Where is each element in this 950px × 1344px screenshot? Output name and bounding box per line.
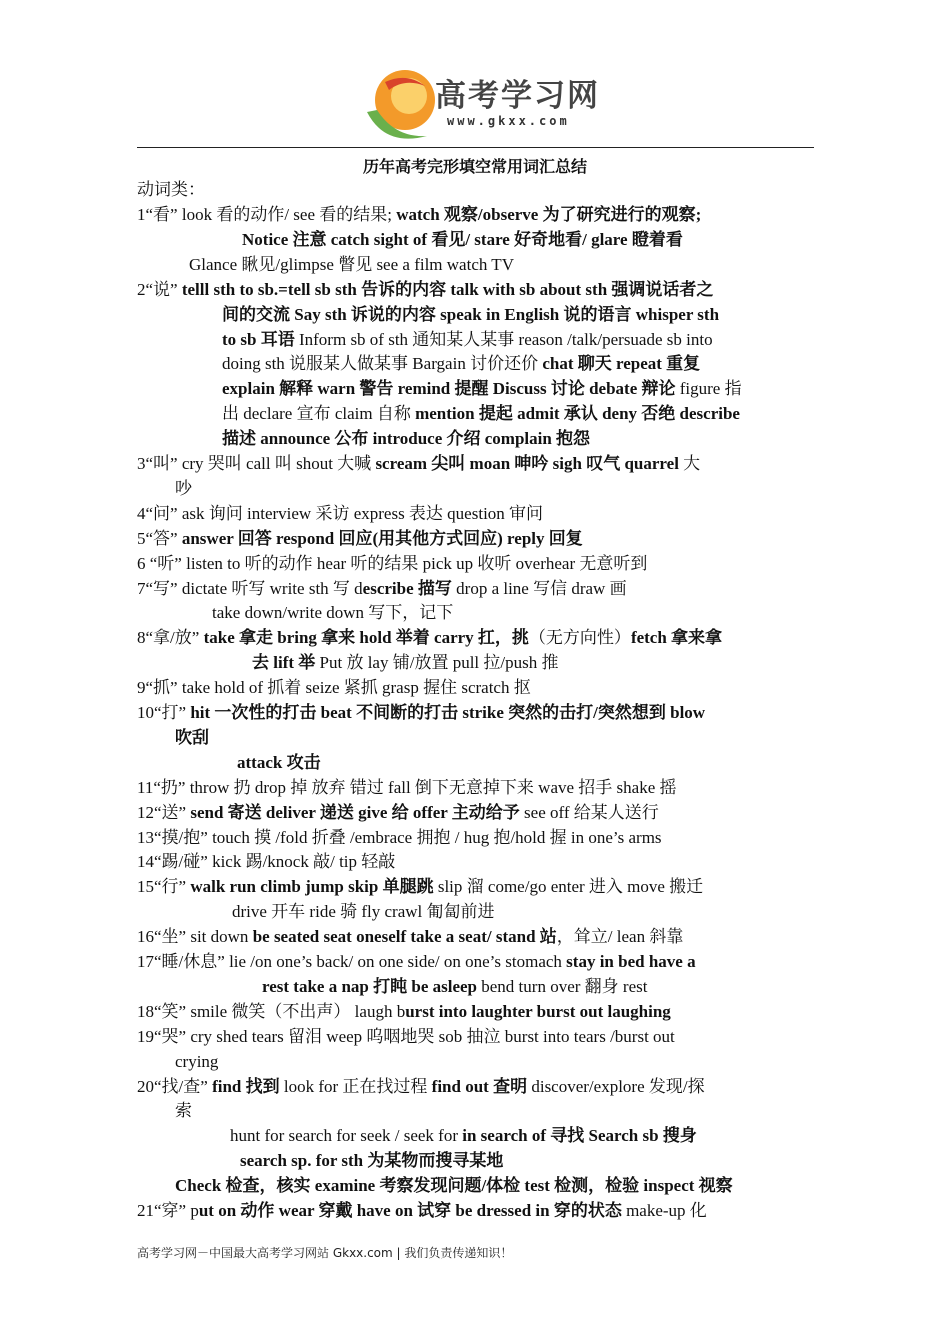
vocab-text: ut on 动作 wear 穿戴 have on 试穿 be dressed in 穿的状态 (198, 1201, 622, 1220)
vocab-line (137, 452, 700, 476)
vocab-text: 15“行” (137, 877, 191, 897)
vocab-line (137, 676, 531, 700)
vocab-text: search sp. for sth 为某物而搜寻某地 (240, 1151, 504, 1171)
vocab-text: 14“踢/碰” kick 踢/knock 敲/ tip 轻敲 (137, 852, 396, 872)
vocab-line (137, 701, 705, 725)
vocab-text: rest take a nap 打盹 be asleep (262, 976, 478, 996)
vocab-text: 6 “听” listen to 听的动作 hear 听的结果 pick up 收听 overhear 无意听到 (137, 553, 648, 573)
vocab-text: fetch 拿来拿 (630, 628, 723, 648)
vocab-line (212, 601, 453, 625)
vocab-text: 2“说” (137, 279, 182, 299)
vocab-text: Glance 瞅见/glimpse 瞥见 see a film watch TV (189, 254, 514, 274)
vocab-line (137, 1025, 675, 1049)
vocab-line (175, 477, 192, 501)
vocab-text: take 拿走 bring 拿来 hold 举着 carry 扛，挑 (203, 628, 529, 648)
vocab-line (137, 850, 395, 874)
vocab-text: 5“答” (137, 528, 182, 548)
vocab-text: 16“坐” sit down (137, 927, 253, 947)
vocab-line (232, 900, 495, 924)
vocab-text: drop a line 写信 draw 画 (451, 578, 627, 598)
vocab-text: see off 给某人送行 (519, 802, 659, 822)
vocab-text: Check 检查，核实 examine 考察发现问题/体检 test 检测，检验 inspect 视察 (175, 1176, 733, 1196)
vocab-text: look for 正在找过程 (279, 1076, 432, 1096)
vocab-text: 大 (678, 454, 701, 473)
vocab-line (222, 328, 713, 352)
vocab-text: be seated seat oneself take a seat/ stand 站 (252, 927, 557, 947)
vocab-text: 4“问” ask 询问 interview 采访 express 表达 question 审问 (137, 503, 544, 523)
vocab-line (222, 427, 590, 451)
vocab-text: answer 回答 respond 回应(用其他方式回应) reply 回复 (181, 528, 583, 548)
vocab-text: 19“哭” cry shed tears 留泪 weep 呜咽地哭 sob 抽泣 burst into tears /burst out (137, 1026, 675, 1046)
vocab-text: 描述 announce 公布 introduce 介绍 complain 抱怨 (222, 429, 591, 449)
vocab-text: urst into laughter burst out laughing (405, 1001, 671, 1021)
vocab-line (175, 1050, 218, 1074)
vocab-line (137, 776, 677, 800)
vocab-line (137, 875, 703, 899)
vocab-line (230, 1124, 697, 1148)
vocab-text: attack 攻击 (237, 752, 321, 772)
vocab-line (137, 577, 627, 601)
vocab-line (222, 303, 719, 327)
vocab-text: to sb 耳语 (222, 329, 295, 349)
vocab-text: 吹刮 (175, 727, 209, 747)
brand-logo (355, 52, 605, 152)
vocab-text: 18“笑” smile 微笑（不出声） laugh b (137, 1001, 406, 1021)
page-title: 历年高考完形填空常用词汇总结 (362, 157, 587, 176)
header-divider (137, 147, 814, 148)
vocab-text: Put 放 lay 铺/放置 pull 拉/push 推 (315, 653, 559, 673)
vocab-text: 去 lift 举 (252, 653, 316, 673)
vocab-line (240, 1149, 503, 1173)
vocab-text: chat 聊天 repeat 重复 (542, 354, 701, 374)
vocab-text: doing sth 说服某人做某事 Bargain 讨价还价 (222, 354, 543, 374)
vocab-line (137, 502, 543, 526)
vocab-line (189, 253, 514, 277)
vocab-text: 20“找/查” (137, 1076, 213, 1096)
vocab-text: 1“看” look 看的动作/ see 看的结果; (137, 205, 397, 224)
vocab-line (137, 527, 583, 551)
vocab-text: hit 一次性的打击 beat 不间断的打击 strike 突然的击打/突然想到 blow (190, 703, 706, 722)
vocab-text: 9“抓” take hold of 抓着 seize 紧抓 grasp 握住 scratch 抠 (137, 678, 531, 698)
vocab-text: 21“穿” p (137, 1201, 199, 1220)
vocab-text: crying (175, 1051, 219, 1071)
vocab-text: telll sth to sb.=tell sb sth 告诉的内容 talk with sb about sth 强调说话者之 (181, 279, 714, 299)
brand-name: 高考学习网 (435, 78, 600, 114)
vocab-line (222, 377, 742, 401)
vocab-text: 13“摸/抱” touch 摸 /fold 折叠 /embrace 拥抱 / hug 抱/hold 握 in one’s arms (137, 827, 662, 847)
vocab-text: 12“送” (137, 802, 191, 822)
vocab-line (252, 651, 559, 675)
vocab-text: bend turn over 翻身 rest (477, 976, 648, 996)
vocab-text: ，耸立/ lean 斜靠 (556, 927, 684, 947)
vocab-text: 吵 (175, 478, 192, 498)
vocab-line (137, 626, 722, 650)
vocab-text: 间的交流 Say sth 诉说的内容 speak in English 说的语言 whisper sth (222, 304, 720, 324)
vocab-text: discover/explore 发现/探 (527, 1076, 705, 1096)
vocab-text: walk run climb jump skip 单腿跳 (190, 877, 434, 897)
brand-url: www.gkxx.com (447, 114, 570, 128)
vocab-line (137, 801, 659, 825)
vocab-text: find out 查明 (431, 1076, 528, 1096)
vocab-line (137, 1075, 705, 1099)
vocab-text: Inform sb of sth 通知某人某事 reason /talk/persuade sb into (294, 329, 713, 349)
vocab-text: figure 指 (675, 379, 742, 399)
vocab-line (137, 826, 662, 850)
vocab-line (175, 726, 209, 750)
vocab-line (237, 751, 321, 775)
vocab-text: （无方向性） (528, 628, 631, 648)
vocab-text: drive 开车 ride 骑 fly crawl 匍匐前进 (232, 902, 495, 922)
vocab-text: find 找到 (212, 1076, 280, 1096)
vocab-line (262, 975, 647, 999)
brand-swirl-icon (355, 52, 445, 152)
vocab-text: scream 尖叫 moan 呻吟 sigh 叹气 quarrel (375, 454, 679, 473)
vocab-line (137, 278, 713, 302)
page-footer: 高考学习网－中国最大高考学习网站 Gkxx.com | 我们负责传递知识！ (137, 1246, 513, 1260)
vocab-text: 8“拿/放” (137, 628, 204, 648)
vocab-text: explain 解释 warn 警告 remind 提醒 Discuss 讨论 debate 辩论 (222, 379, 676, 399)
vocab-text: 3“叫” cry 哭叫 call 叫 shout 大喊 (137, 454, 376, 473)
vocab-text: make-up 化 (621, 1201, 707, 1220)
vocab-text: watch 观察/observe 为了研究进行的观察; (396, 205, 702, 224)
vocab-text: take down/write down 写下，记下 (212, 603, 454, 623)
vocab-text: 索 (175, 1101, 192, 1121)
vocab-text: send 寄送 deliver 递送 give 给 offer 主动给予 (190, 802, 520, 822)
vocab-line (222, 352, 700, 376)
vocab-line (137, 552, 647, 576)
vocab-text: mention 提起 admit 承认 deny 否绝 describe (415, 404, 740, 424)
vocab-text: 7“写” dictate 听写 write sth 写 d (137, 578, 363, 598)
vocab-line (137, 203, 701, 227)
vocab-line (175, 1099, 192, 1123)
vocab-text: escribe 描写 (362, 578, 452, 598)
vocab-text: 10“打” (137, 703, 191, 722)
vocab-line (242, 228, 683, 252)
vocab-line (137, 925, 683, 949)
vocab-text: in search of 寻找 Search sb 搜身 (462, 1126, 697, 1146)
vocab-text: 11“扔” throw 扔 drop 掉 放弃 错过 fall 倒下无意掉下来 wave 招手 shake 摇 (137, 777, 677, 797)
vocab-line (137, 950, 696, 974)
vocab-line (137, 1000, 671, 1024)
vocab-text: hunt for search for seek / seek for (230, 1126, 463, 1146)
vocab-text: slip 溜 come/go enter 进入 move 搬迁 (433, 877, 704, 897)
vocab-text: 出 declare 宣布 claim 自称 (222, 404, 416, 424)
vocab-line (222, 402, 740, 426)
vocab-text: stay in bed have a (566, 952, 696, 971)
vocab-line (137, 1199, 707, 1223)
vocab-text: 17“睡/休息” lie /on one’s back/ on one side/ on one’s stomach (137, 952, 567, 971)
section-label: 动词类： (137, 180, 205, 199)
vocab-text: Notice 注意 catch sight of 看见/ stare 好奇地看/ glare 瞪着看 (242, 229, 683, 249)
vocab-line (175, 1174, 733, 1198)
